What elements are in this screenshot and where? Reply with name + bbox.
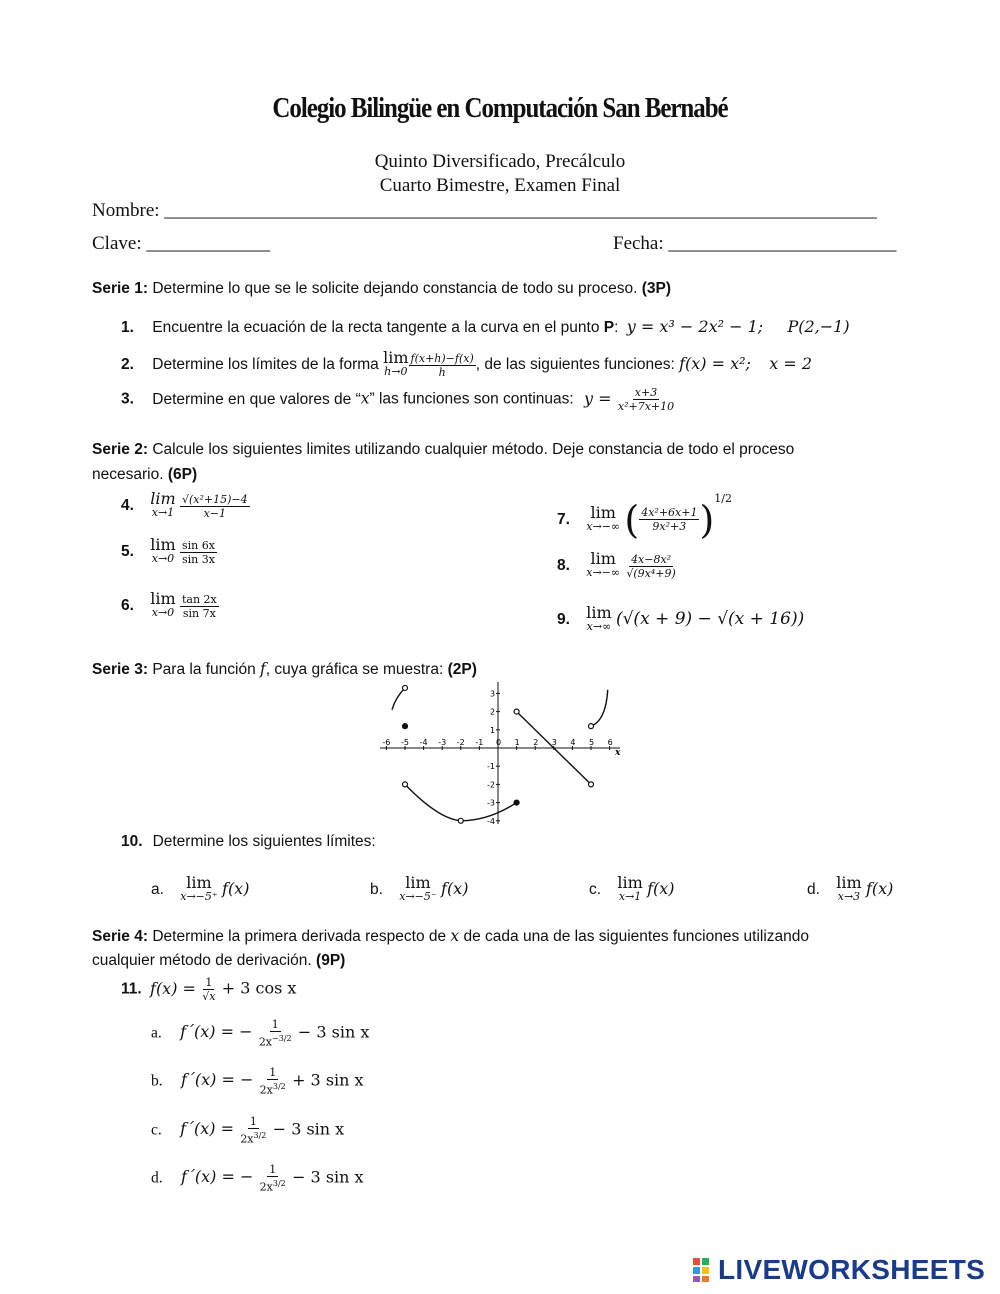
x-tick-label: 4 [570,738,576,747]
answer-11d[interactable]: d. f´(x) = − $\frac{1}{2x^{3/2}}$ − 3 sin x [151,1163,364,1194]
function-graph [372,678,634,828]
serie2-instructions: Serie 2: Calcule los siguientes limites utilizando cualquier método. Deje constancia de todo el proceso [92,441,795,458]
question-9: 9. lim x→∞ (√(x + 9) − √(x + 16)) [557,603,805,633]
exam-subtitle: Cuarto Bimestre, Examen Final [379,175,621,196]
y-tick-label: -1 [487,762,495,772]
question-10: 10. Determine los siguientes límites: [121,833,376,850]
open-point [514,709,519,714]
serie1-instructions: Serie 1: Determine lo que se le solicite dejando constancia de todo su proceso. (3P) [92,280,672,297]
left-arc-curve [392,688,405,710]
option-10c[interactable]: c. lim x→1 f(x) [589,873,675,903]
name-field[interactable]: Nombre: ___________________________________________________________________________ [92,200,877,221]
answer-11a[interactable]: a. f´(x) = − $\frac{1}{2x^{-3/2}}$ − 3 sin x [151,1018,370,1049]
liveworksheets-logo-text: LIVEWORKSHEETS [718,1254,986,1285]
serie4-instructions-line2: cualquier método de derivación. (9P) [92,952,346,969]
serie2-instructions-line2: necesario. (6P) [92,466,198,483]
open-point [589,724,594,729]
question-8: 8. lim x→−∞ $\frac{\text{4x−8x²}}{\text{√(9x⁴+9)}}$ [557,549,676,580]
clave-field[interactable]: Clave: _____________ [92,233,270,254]
open-point [458,818,463,823]
question-11: 11. f(x) = $\frac{1}{√x}$ + 3 cos x [121,976,297,1003]
course-subtitle: Quinto Diversificado, Precálculo [374,151,626,172]
fecha-field[interactable]: Fecha: ________________________ [613,233,897,254]
closed-point [403,724,408,729]
option-10b[interactable]: b. lim x→−5⁻ f(x) [370,873,469,903]
x-tick-label: 2 [533,738,539,747]
x-tick-label: -3 [438,738,447,747]
y-tick-label: -3 [487,798,495,808]
question-7: 7. lim x→−∞ ( $\frac{\text{4x²+6x+1}}{\text{9x²+3}}$ )$^{1/2}$ [557,492,732,542]
liveworksheets-logo[interactable] [692,1254,985,1286]
closed-point [514,800,519,805]
liveworksheets-logo-icon [692,1257,718,1283]
option-10a[interactable]: a. lim x→−5⁺ f(x) [151,873,250,903]
x-axis-label: x [615,748,621,758]
y-tick-label: -2 [487,780,495,790]
x-tick-label: 0 [496,738,502,747]
question-3: 3. Determine en que valores de “x” las funciones son continuas: y = $\frac{x+3}{\text{x²+7x+10}}$ [121,386,675,413]
x-tick-label: -5 [401,738,409,747]
x-tick-label: -6 [382,738,391,747]
y-tick-label: 2 [490,707,496,717]
graph-axes [380,682,621,824]
x-tick-label: 5 [589,738,595,747]
question-1: 1. Encuentre la ecuación de la recta tangente a la curva en el punto P: y = x³ − 2x² − 1; P(2,−1) [121,317,850,336]
right-arc-curve [591,690,608,726]
answer-11b[interactable]: b. f´(x) = − $\frac{1}{2x^{3/2}}$ + 3 sin x [151,1066,364,1097]
serie3-instructions: Serie 3: Para la función f, cuya gráfica se muestra: (2P) [92,660,477,678]
x-tick-label: -4 [419,738,428,747]
y-tick-label: 1 [490,725,496,735]
x-tick-label: 3 [551,738,557,747]
open-point [403,782,408,787]
y-tick-label: 3 [490,689,496,699]
open-point [589,782,594,787]
x-tick-label: -2 [456,738,465,747]
question-5: 5. lim x→0 $\frac{\sin 6x}{\sin 3x}$ [121,535,215,566]
option-10d[interactable]: d. lim x→3 f(x) [807,873,894,903]
question-6: 6. lim x→0 $\frac{\tan 2x}{\sin 7x}$ [121,589,217,620]
answer-11c[interactable]: c. f´(x) = $\frac{1}{2x^{3/2}}$ − 3 sin x [151,1115,345,1146]
serie4-instructions: Serie 4: Determine la primera derivada respecto de x de cada una de las siguientes funciones utilizando [92,927,810,945]
x-tick-label: 6 [607,738,613,747]
x-tick-label: 1 [514,738,520,747]
question-4: 4. lim x→1 $\frac{\text{√(x²+15)−4}}{x-1}$ [121,489,248,520]
open-point [403,685,408,690]
question-2: 2. Determine los límites de la forma lim h→0 $\frac{f(x+h)-f(x)}{h}$ , de las siguientes funciones: f(x) = x²; x = 2 [121,348,813,379]
y-tick-label: -4 [487,816,495,826]
school-title: Colegio Bilingüe en Computación San Bernabé [272,92,728,124]
x-tick-label: -1 [475,738,484,747]
